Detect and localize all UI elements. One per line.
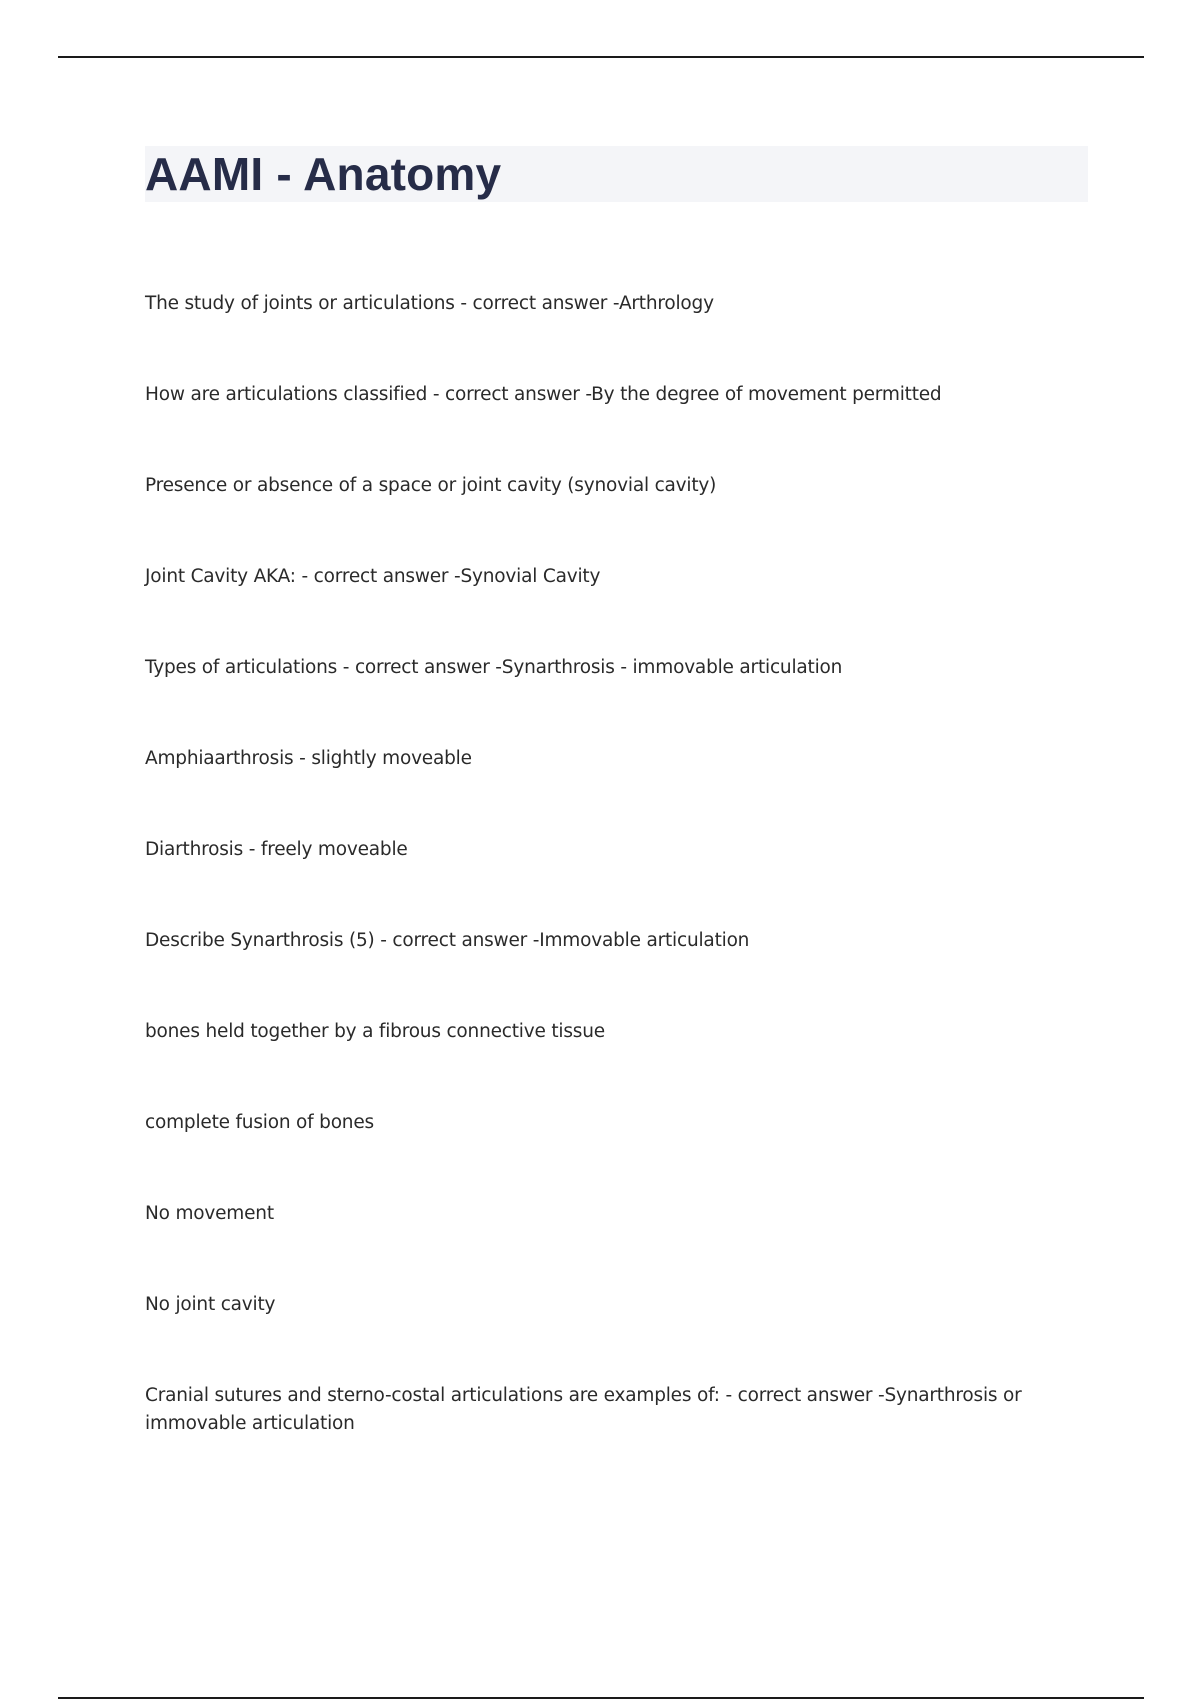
top-rule bbox=[58, 56, 1144, 58]
page-title: AAMI - Anatomy bbox=[145, 148, 502, 200]
list-item: The study of joints or articulations - correct answer -Arthrology bbox=[145, 293, 714, 314]
list-item: Types of articulations - correct answer -Synarthrosis - immovable articulation bbox=[145, 657, 843, 678]
list-item: Joint Cavity AKA: - correct answer -Synovial Cavity bbox=[145, 566, 601, 587]
list-item: How are articulations classified - correct answer -By the degree of movement permitted bbox=[145, 384, 942, 405]
list-item: Cranial sutures and sterno-costal articulations are examples of: - correct answer -Synarthrosis or immovable articulation bbox=[145, 1385, 1022, 1434]
list-item: No joint cavity bbox=[145, 1294, 276, 1315]
bottom-rule bbox=[58, 1697, 1144, 1699]
entry-list bbox=[145, 290, 1045, 1438]
list-item: bones held together by a fibrous connective tissue bbox=[145, 1021, 605, 1042]
list-item: Presence or absence of a space or joint cavity (synovial cavity) bbox=[145, 475, 717, 496]
list-item: complete fusion of bones bbox=[145, 1112, 374, 1133]
list-item: Amphiaarthrosis - slightly moveable bbox=[145, 748, 472, 769]
list-item: No movement bbox=[145, 1203, 274, 1224]
list-item: Describe Synarthrosis (5) - correct answer -Immovable articulation bbox=[145, 930, 750, 951]
list-item: Diarthrosis - freely moveable bbox=[145, 839, 408, 860]
